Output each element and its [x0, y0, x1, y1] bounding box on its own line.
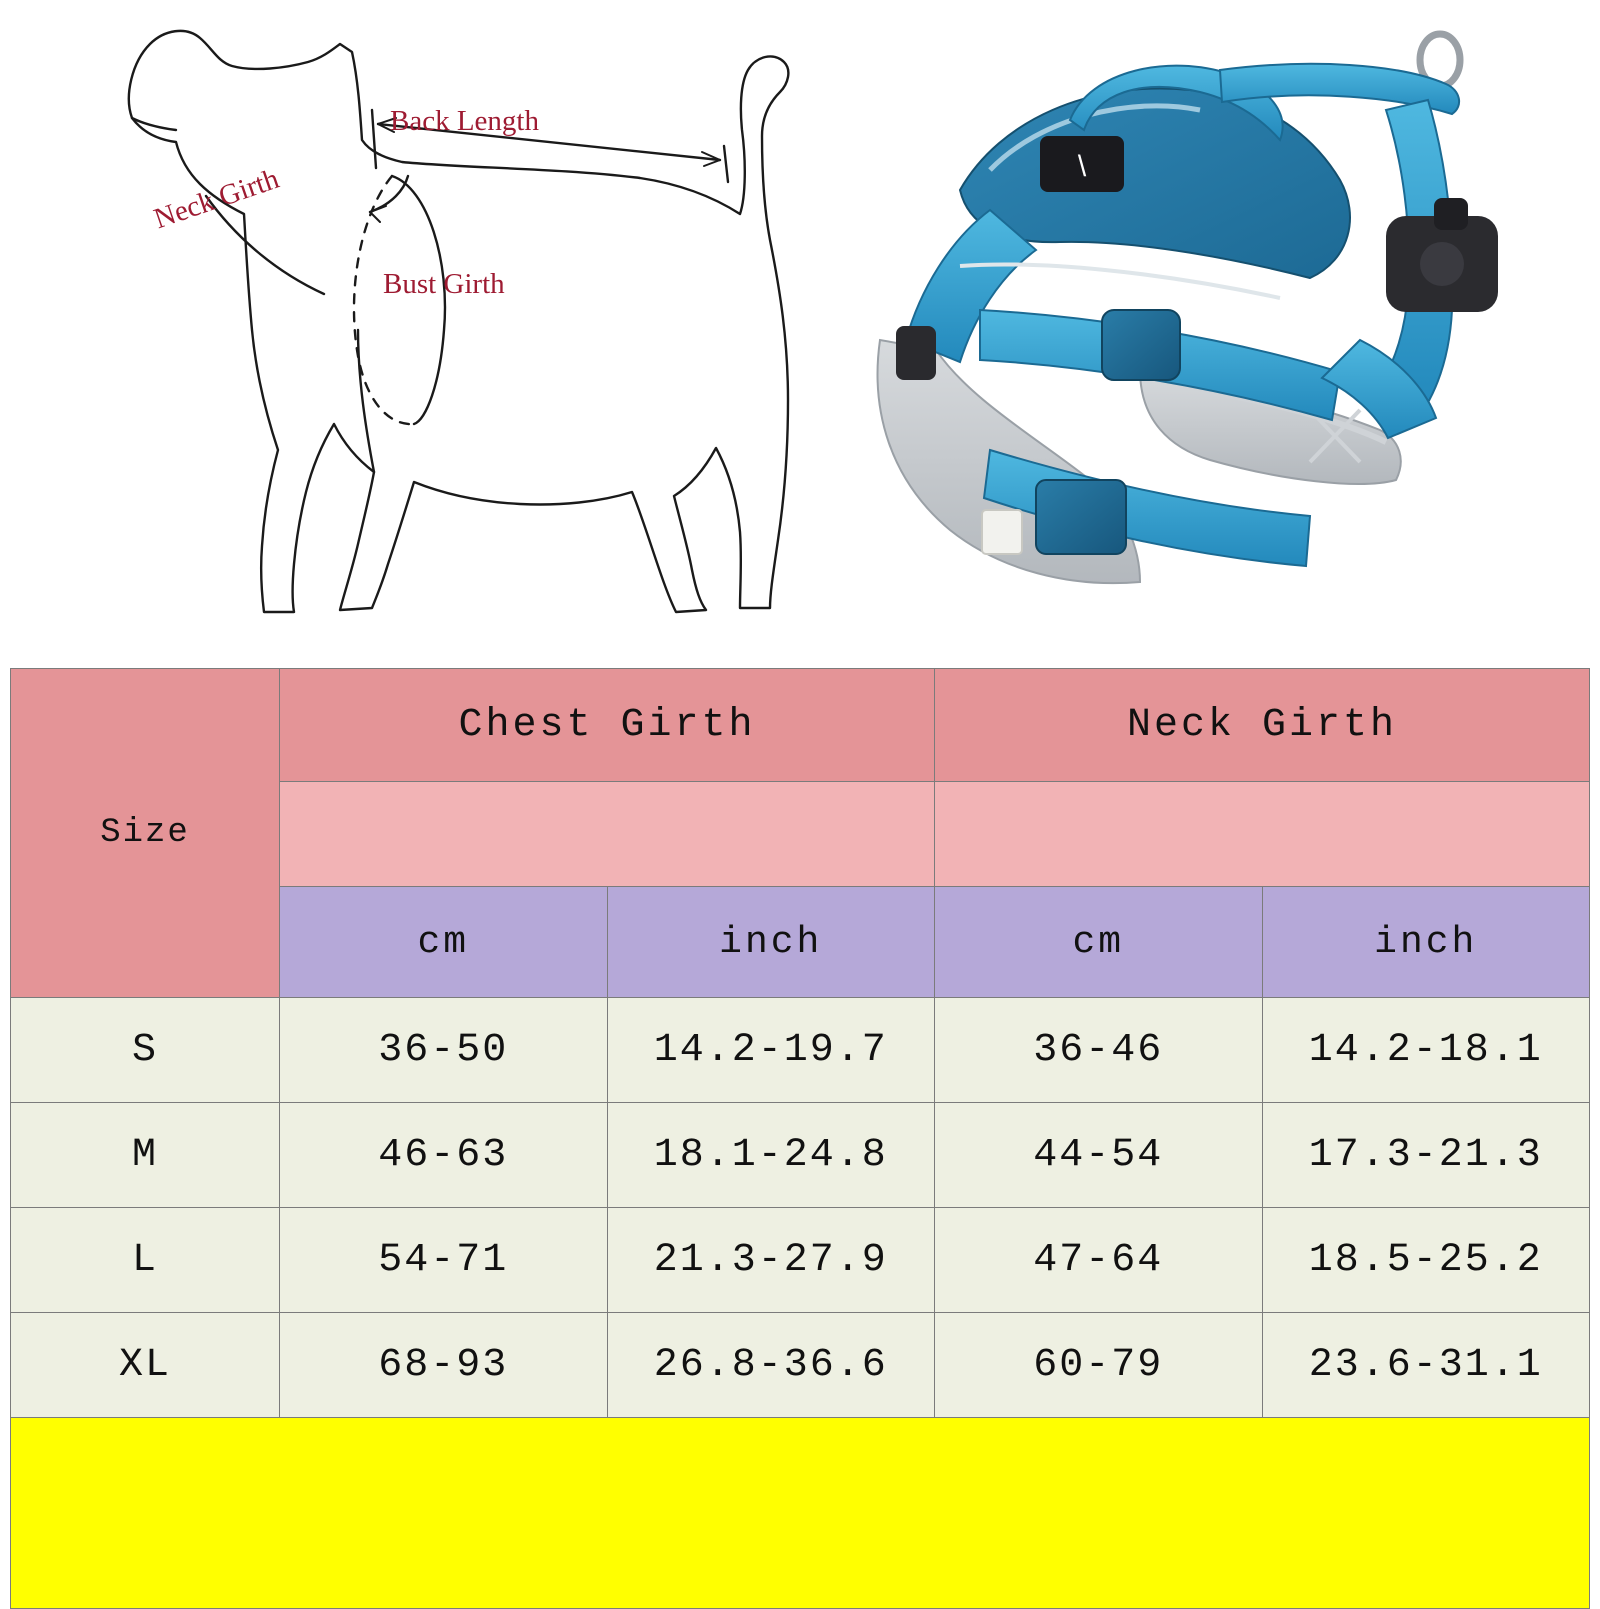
cell-chest-inch: 18.1-24.8 — [607, 1103, 935, 1208]
cell-neck-cm: 36-46 — [935, 998, 1263, 1103]
unit-neck-cm: cm — [935, 887, 1263, 998]
cell-chest-inch: 26.8-36.6 — [607, 1313, 935, 1418]
cell-chest-inch: 21.3-27.9 — [607, 1208, 935, 1313]
cell-size: M — [11, 1103, 280, 1208]
cell-chest-inch: 14.2-19.7 — [607, 998, 935, 1103]
header-neck-girth: Neck Girth — [935, 669, 1590, 782]
footer-note — [11, 1418, 1590, 1609]
table-header-row — [11, 669, 1590, 782]
label-back-length: Back Length — [390, 105, 539, 137]
label-bust-girth: Bust Girth — [383, 268, 505, 300]
cell-size: XL — [11, 1313, 280, 1418]
cell-neck-cm: 47-64 — [935, 1208, 1263, 1313]
cell-size: S — [11, 998, 280, 1103]
subheader-neck-blank — [935, 782, 1590, 887]
cell-neck-inch: 14.2-18.1 — [1262, 998, 1590, 1103]
unit-neck-inch: inch — [1262, 887, 1590, 998]
label-neck-girth: Neck Girth — [150, 162, 284, 236]
subheader-chest-blank — [280, 782, 935, 887]
cell-chest-cm: 68-93 — [280, 1313, 608, 1418]
illustration-area — [0, 0, 1600, 668]
cell-chest-cm: 46-63 — [280, 1103, 608, 1208]
cell-neck-cm: 44-54 — [935, 1103, 1263, 1208]
svg-text:\: \ — [1077, 150, 1087, 183]
blue-dog-harness-photo — [840, 10, 1540, 660]
cell-neck-cm: 60-79 — [935, 1313, 1263, 1418]
table-row — [11, 1208, 1590, 1313]
cell-chest-cm: 54-71 — [280, 1208, 608, 1313]
cell-size: L — [11, 1208, 280, 1313]
cell-chest-cm: 36-50 — [280, 998, 608, 1103]
cell-neck-inch: 18.5-25.2 — [1262, 1208, 1590, 1313]
table-footer-row — [11, 1418, 1590, 1609]
cell-neck-inch: 17.3-21.3 — [1262, 1103, 1590, 1208]
unit-chest-inch: inch — [607, 887, 935, 998]
unit-chest-cm: cm — [280, 887, 608, 998]
size-chart-table — [10, 668, 1590, 1609]
cell-neck-inch: 23.6-31.1 — [1262, 1313, 1590, 1418]
header-chest-girth: Chest Girth — [280, 669, 935, 782]
table-row — [11, 998, 1590, 1103]
table-row — [11, 1103, 1590, 1208]
table-row — [11, 1313, 1590, 1418]
dog-side-view-outline — [40, 0, 830, 660]
header-size: Size — [11, 669, 280, 998]
